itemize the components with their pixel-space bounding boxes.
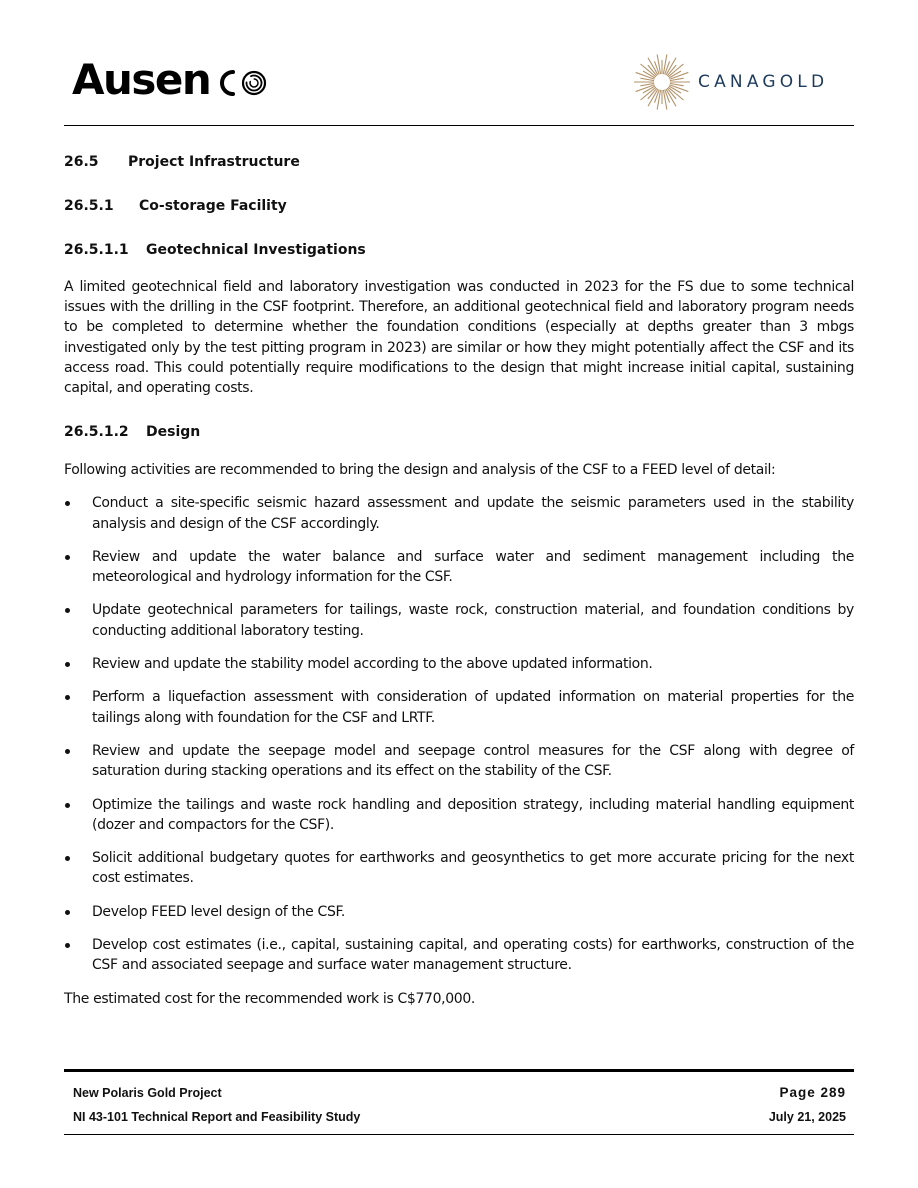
section-heading-26-5-1-2 [64, 422, 854, 442]
list-item [64, 935, 854, 976]
list-item [64, 493, 854, 534]
list-item [64, 795, 854, 836]
list-item-text: Review and update the stability model according to the above updated information. [92, 656, 653, 673]
bullet-icon [65, 910, 70, 915]
section-title: Co-storage Facility [139, 198, 287, 215]
list-item-text: Conduct a site-specific seismic hazard assessment and update the seismic parameters used in the stability analysis and design of the CSF accordingly. [92, 495, 854, 532]
bullet-icon [65, 501, 70, 506]
list-item [64, 741, 854, 782]
geotechnical-paragraph: A limited geotechnical field and laboratory investigation was conducted in 2023 for the FS due to some technical issues with the drilling in the CSF footprint. Therefore, an additional geotechnical field and laboratory program needs to be completed to determine whether the foundation conditions (especially at depths greater than 3 mbgs investigated only by the test pitting program in 2023) are similar or how they might potentially affect the CSF and its access road. This could potentially require modifications to the design that might increase initial capital, sustaining capital, and operating costs. [64, 278, 854, 397]
footer-rule-top [64, 1069, 854, 1072]
list-item-text: Perform a liquefaction assessment with consideration of updated information on material properties for the tailings along with foundation for the CSF and LRTF. [92, 689, 854, 726]
ausenco-logo-letters: Ausen [72, 55, 211, 104]
section-heading-26-5 [64, 152, 854, 172]
section-title: Geotechnical Investigations [146, 241, 366, 258]
list-item [64, 547, 854, 588]
footer-page-number: Page 289 [779, 1085, 846, 1100]
list-item [64, 600, 854, 641]
section-title: Design [146, 423, 201, 440]
footer-project-name: New Polaris Gold Project [73, 1086, 222, 1100]
footer-report-title: NI 43-101 Technical Report and Feasibility Study [73, 1110, 361, 1124]
list-item [64, 654, 854, 674]
list-item-text: Solicit additional budgetary quotes for earthworks and geosynthetics to get more accurate pricing for the next cost estimates. [92, 850, 854, 887]
bullet-icon [65, 695, 70, 700]
ausenco-logo [72, 56, 271, 104]
header-rule [64, 125, 854, 126]
footer-rule-bottom [64, 1134, 854, 1135]
section-title: Project Infrastructure [128, 154, 300, 170]
section-number: 26.5.1 [64, 198, 114, 215]
section-number: 26.5 [64, 154, 99, 170]
list-item [64, 848, 854, 889]
list-item-text: Update geotechnical parameters for tailings, waste rock, construction material, and foundation conditions by conducting additional laboratory testing. [92, 602, 854, 639]
bullet-icon [65, 856, 70, 861]
section-heading-26-5-1 [64, 196, 854, 216]
canagold-logo [632, 50, 852, 114]
list-item [64, 902, 854, 922]
estimated-cost-text: The estimated cost for the recommended work is C$770,000. [64, 990, 476, 1007]
document-body [64, 150, 854, 1009]
bullet-icon [65, 803, 70, 808]
bullet-icon [65, 943, 70, 948]
footer-date: July 21, 2025 [768, 1110, 846, 1124]
list-item-text: Develop FEED level design of the CSF. [92, 903, 346, 920]
section-number: 26.5.1.1 [64, 241, 129, 258]
list-item-text: Review and update the water balance and surface water and sediment management including the meteorological and hydrology information for the CSF. [92, 548, 854, 586]
recommendation-list [64, 493, 854, 975]
ausenco-swirl-icon [211, 66, 271, 100]
bullet-icon [65, 555, 70, 560]
list-item-text: Review and update the seepage model and seepage control measures for the CSF along with degree of saturation during stacking operations and its effect on the stability of the CSF. [92, 742, 854, 780]
list-item-text: Develop cost estimates (i.e., capital, sustaining capital, and operating costs) for earthworks, construction of the CSF and associated seepage and surface water management structure. [92, 937, 854, 974]
bullet-icon [65, 608, 70, 613]
canagold-logo-text: CANAGOLD [698, 72, 829, 92]
list-item [64, 687, 854, 728]
design-intro: Following activities are recommended to bring the design and analysis of the CSF to a FEED level of detail: [64, 461, 776, 478]
bullet-icon [65, 662, 70, 667]
bullet-icon [65, 749, 70, 754]
section-heading-26-5-1-1 [64, 240, 854, 260]
list-item-text: Optimize the tailings and waste rock handling and deposition strategy, including material handling equipment (dozer and compactors for the CSF). [92, 796, 854, 833]
sunburst-icon [632, 50, 692, 114]
section-number: 26.5.1.2 [64, 423, 129, 440]
